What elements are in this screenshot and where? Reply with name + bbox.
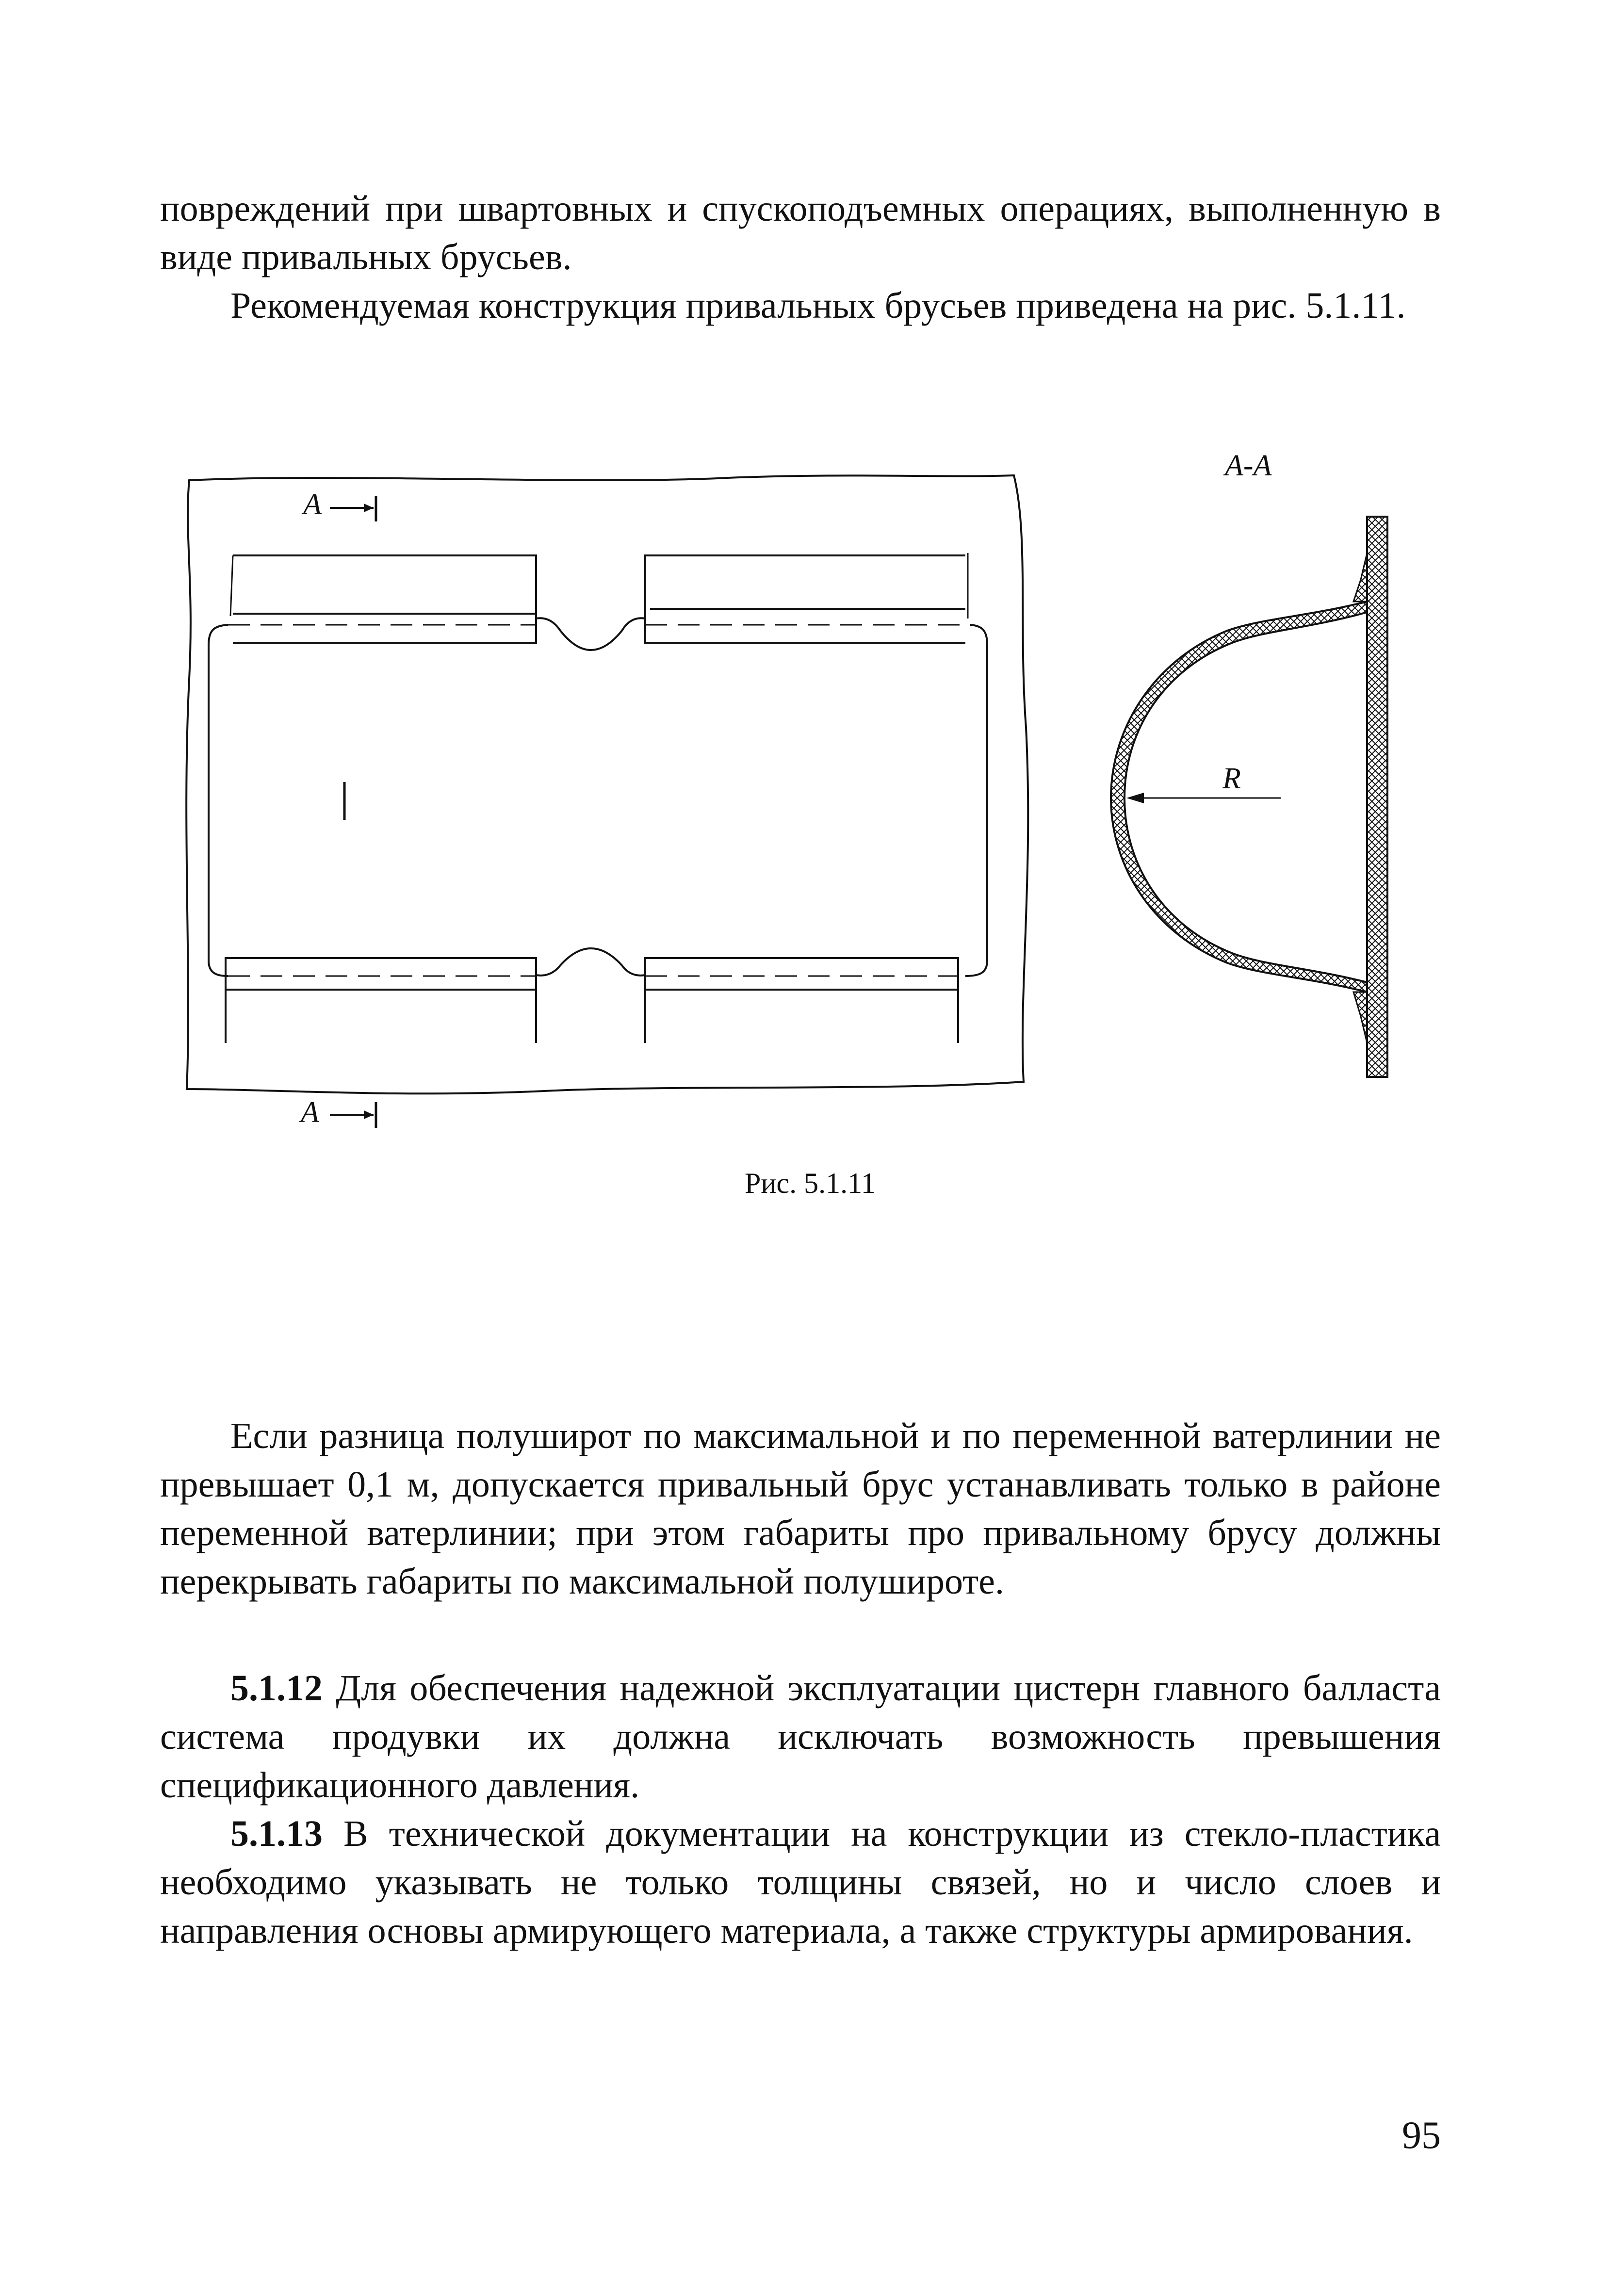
section-label-bottom: A [301, 1096, 319, 1129]
section-view-a-a [1111, 517, 1387, 1077]
paragraph-1: повреждений при швартовных и спускоподъемных операциях, выполненную в виде привальных брусьев. [160, 188, 1441, 277]
figure-caption: Рис. 5.1.11 [745, 1167, 876, 1199]
connecting-contour-right [965, 625, 987, 976]
paragraph-3: Если разница полуширот по максимальной и по переменной ватерлинии не превышает 0,1 м, допускается привальный брус устанавливать только в районе переменной ватерлинии; при этом габариты про привальному брусу должны перекрывать габариты по максимальной полушироте. [160, 1416, 1441, 1602]
plan-view-outline [186, 475, 1028, 1093]
fender-upper-right [645, 553, 970, 643]
section-number-5-1-12: 5.1.12 [230, 1668, 323, 1709]
paragraph-5-text: В технической документации на конструкции из стекло-пластика необходимо указывать не только толщины связей, но и число слоев и направления основы армирующего материала, а также структуры армирования. [160, 1813, 1441, 1951]
paragraph-4-text: Для обеспечения надежной эксплуатации цистерн главного балласта система продувки их должна исключать возможность превышения спецификационного давления. [160, 1668, 1441, 1806]
paragraph-5 [160, 1809, 1441, 1955]
section-marker-bottom [330, 1102, 376, 1128]
fender-joint-lower [536, 948, 645, 976]
fender-lower-right [645, 958, 958, 1043]
paragraph-2: Рекомендуемая конструкция привальных брусьев приведена на рис. 5.1.11. [230, 285, 1406, 326]
section-marker-top [330, 496, 376, 521]
fender-upper-left [228, 555, 536, 643]
fender-joint-upper [536, 618, 645, 650]
section-label-top: A [303, 488, 322, 521]
fender-lower-left [226, 958, 536, 1043]
connecting-contour [209, 625, 228, 976]
radius-label: R [1222, 762, 1241, 795]
paragraph-4 [160, 1664, 1441, 1809]
section-number-5-1-13: 5.1.13 [230, 1813, 323, 1854]
page-number: 95 [1402, 2114, 1441, 2157]
section-view-title: A-A [1225, 449, 1272, 482]
